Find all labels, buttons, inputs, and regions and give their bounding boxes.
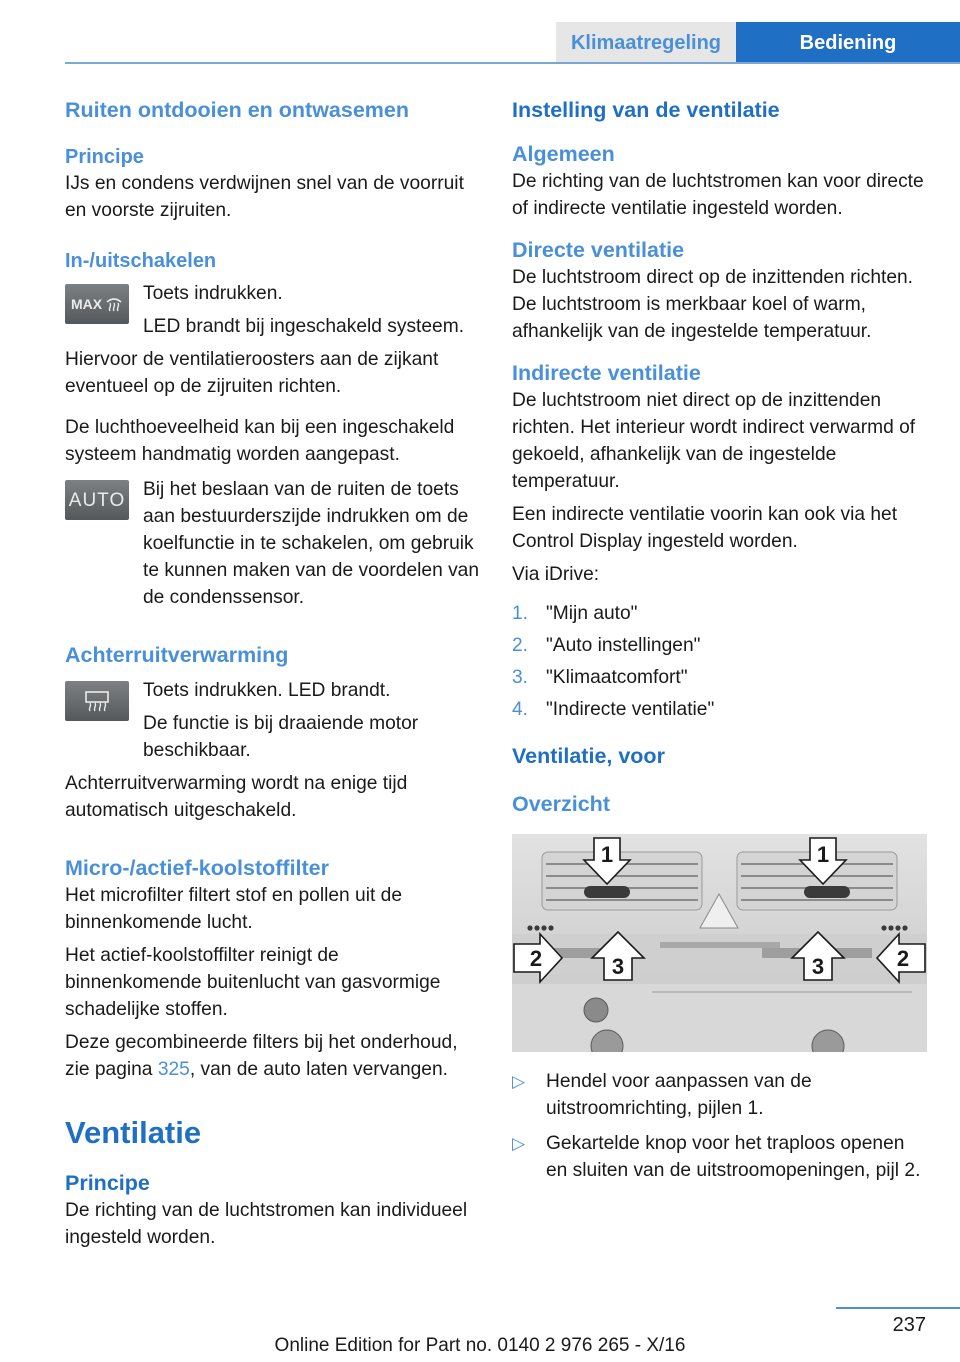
step-number: 1. <box>512 603 529 624</box>
heading-koolstoffilter: Micro-/actief-koolstoffilter <box>65 856 329 880</box>
right-column <box>512 96 927 1192</box>
footer-edition: Online Edition for Part no. 0140 2 976 265 - X/16 <box>274 1335 686 1356</box>
step-number: 3. <box>512 667 529 688</box>
bullet-triangle-icon: ▷ <box>512 1134 526 1153</box>
dashboard-vent-illustration <box>512 834 927 1052</box>
rear-defrost-row <box>65 677 480 764</box>
bullet-triangle-icon: ▷ <box>512 1072 526 1091</box>
text-max-1: Toets indrukken. <box>143 283 283 304</box>
auto-button-row <box>65 476 480 611</box>
text-filter-3a: Deze gecombineerde filters bij het onderhoud, zie pagina <box>65 1032 458 1080</box>
text-luchthoeveelheid: De luchthoeveelheid kan bij een ingeschakeld systeem handmatig worden aangepast. <box>65 417 455 465</box>
text-principe-2: De richting van de luchtstromen kan individueel ingesteld worden. <box>65 1200 468 1248</box>
text-filter-3b: , van de auto laten vervangen. <box>189 1059 448 1080</box>
header-tab-bediening[interactable]: Bediening <box>736 22 960 62</box>
list-item <box>512 1068 927 1122</box>
arrow-label-2-right: 2 <box>896 946 910 971</box>
auto-label: AUTO <box>68 489 126 511</box>
text-filter-1: Het microfilter filtert stof en pollen uit de binnenkomende lucht. <box>65 885 402 933</box>
step-number: 4. <box>512 699 529 720</box>
step-text: "Klimaatcomfort" <box>546 667 688 688</box>
list-item <box>512 1130 927 1184</box>
heading-ventilatie-voor: Ventilatie, voor <box>512 744 665 768</box>
vent-bullet-list <box>512 1068 927 1184</box>
header-tab-klimaatregeling[interactable]: Klimaatregeling <box>556 22 736 62</box>
heading-directe-ventilatie: Directe ventilatie <box>512 238 685 262</box>
rear-defrost-icon <box>83 690 111 712</box>
heading-algemeen: Algemeen <box>512 142 615 166</box>
heading-ventilatie: Ventilatie <box>65 1115 202 1150</box>
heading-ruiten-ontdooien: Ruiten ontdooien en ontwasemen <box>65 98 410 122</box>
max-label: MAX <box>70 295 103 312</box>
list-item <box>512 630 927 662</box>
defrost-icon <box>105 296 123 312</box>
text-via-idrive: Via iDrive: <box>512 564 600 585</box>
heading-instelling-ventilatie: Instelling van de ventilatie <box>512 98 780 122</box>
heading-principe-2: Principe <box>65 1171 150 1195</box>
heading-achterruitverwarming: Achterruitverwarming <box>65 643 289 667</box>
rear-window-defrost-icon <box>65 681 129 721</box>
bullet-text: Gekartelde knop voor het traploos openen en sluiten van de uitstroomopeningen, pijl 2. <box>546 1133 921 1181</box>
text-max-2: LED brandt bij ingeschakeld systeem. <box>143 316 465 337</box>
text-filter-3 <box>65 1029 480 1083</box>
arrow-label-2-left: 2 <box>529 946 543 971</box>
header-divider <box>65 62 960 64</box>
heading-indirecte-ventilatie: Indirecte ventilatie <box>512 361 701 385</box>
list-item <box>512 694 927 726</box>
arrow-label-1-right: 1 <box>816 842 830 867</box>
idrive-steps-list <box>512 598 927 726</box>
arrow-label-1-left: 1 <box>600 842 614 867</box>
arrow-label-3-left: 3 <box>611 954 625 979</box>
page-325-link[interactable]: 325 <box>157 1059 190 1080</box>
auto-button-icon <box>65 480 129 520</box>
step-text: "Indirecte ventilatie" <box>546 699 715 720</box>
list-item <box>512 662 927 694</box>
text-indirecte-ventilatie: De luchtstroom niet direct op de inzittenden richten. Het interieur wordt indirect verwarmd of gekoeld, afhankelijk van de ingestelde temperatuur. <box>512 390 916 492</box>
page-number: 237 <box>892 1314 926 1336</box>
arrow-label-3-right: 3 <box>811 954 825 979</box>
text-indirecte-2: Een indirecte ventilatie voorin kan ook via het Control Display ingesteld worden. <box>512 504 898 552</box>
max-defrost-button-icon <box>65 284 129 324</box>
front-vent-overview-image <box>512 834 927 1052</box>
text-hiervoor: Hiervoor de ventilatieroosters aan de zijkant eventueel op de zijruiten richten. <box>65 349 439 397</box>
heading-overzicht: Overzicht <box>512 792 610 816</box>
heading-principe-1: Principe <box>65 146 144 168</box>
text-auto: Bij het beslaan van de ruiten de toets aan bestuurderszijde indrukken om de koelfunctie in te schakelen, om gebruik te kunnen maken van de voordelen van de condenssensor. <box>143 479 480 608</box>
list-item <box>512 598 927 630</box>
bullet-text: Hendel voor aanpassen van de uitstroomrichting, pijlen 1. <box>546 1071 812 1119</box>
step-text: "Mijn auto" <box>546 603 638 624</box>
text-directe-ventilatie: De luchtstroom direct op de inzittenden richten. De luchtstroom is merkbaar koel of warm, afhankelijk van de ingestelde temperatuur. <box>512 267 914 342</box>
text-filter-2: Het actief-koolstoffilter reinigt de binnenkomende buitenlucht van gasvormige schadelijke stoffen. <box>65 945 441 1020</box>
heading-in-uitschakelen: In-/uitschakelen <box>65 250 217 272</box>
max-button-row <box>65 280 480 340</box>
step-number: 2. <box>512 635 529 656</box>
step-text: "Auto instellingen" <box>546 635 701 656</box>
text-principe-1: IJs en condens verdwijnen snel van de voorruit en voorste zijruiten. <box>65 173 464 221</box>
left-column <box>65 96 480 1251</box>
text-achter-1: Toets indrukken. LED brandt. <box>143 680 391 701</box>
text-achter-3: Achterruitverwarming wordt na enige tijd automatisch uitgeschakeld. <box>65 773 408 821</box>
text-achter-2: De functie is bij draaiende motor beschikbaar. <box>143 713 419 761</box>
footer-divider <box>836 1307 960 1309</box>
text-algemeen: De richting van de luchtstromen kan voor directe of indirecte ventilatie ingesteld worden. <box>512 171 924 219</box>
